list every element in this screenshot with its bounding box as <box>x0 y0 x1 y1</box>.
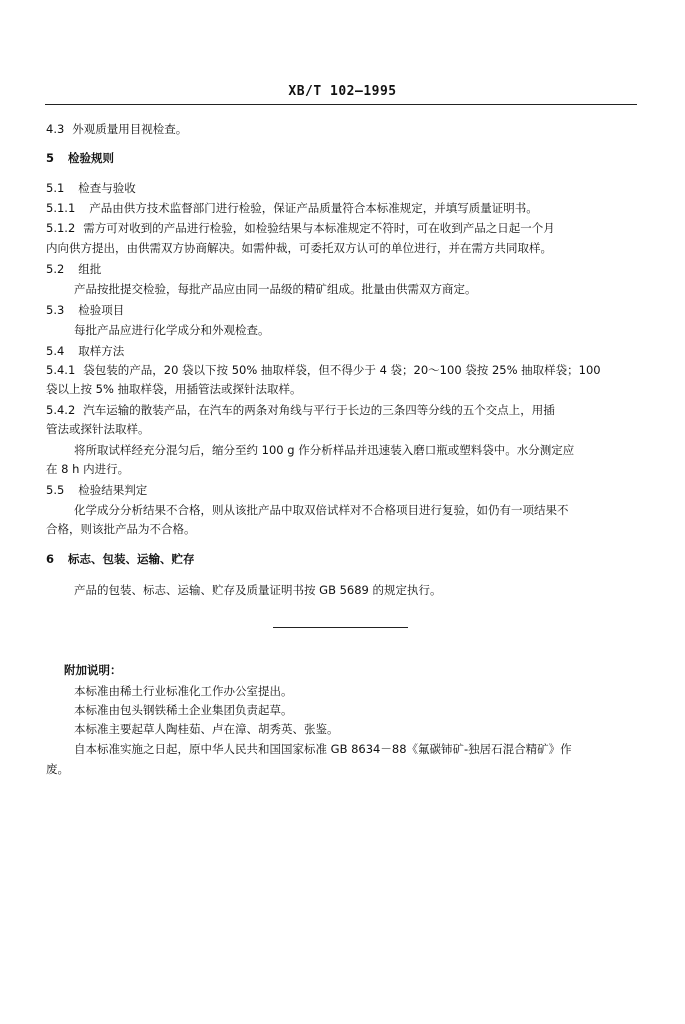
section-text: 产品由供方技术监督部门进行检验，保证产品质量符合本标准规定，并填写质量证明书。 <box>89 201 538 215</box>
section-text: 需方可对收到的产品进行检验，如检验结果与本标准规定不符时，可在收到产品之日起一个月 <box>83 221 555 235</box>
section-5-1-1 <box>46 200 538 216</box>
section-5-1-heading <box>46 180 136 196</box>
section-title: 检验结果判定 <box>78 483 148 497</box>
section-number: 5.5 <box>46 483 65 497</box>
section-4-3 <box>46 121 187 137</box>
section-5-5-heading <box>46 482 147 498</box>
sample-prep-line2: 在 8 h 内进行。 <box>46 462 130 476</box>
section-5-2-heading <box>46 261 101 277</box>
section-text: 袋包装的产品，20 袋以下按 50% 抽取样袋，但不得少于 4 袋；20～100 袋按 25% 抽取样袋；100 <box>83 363 601 377</box>
note-4-line2: 废。 <box>46 762 69 776</box>
section-5-4-2-line1 <box>46 402 555 418</box>
section-number: 5.1.1 <box>46 201 76 215</box>
section-5-4-heading <box>46 343 124 359</box>
section-number: 5.4.1 <box>46 363 76 377</box>
section-text: 外观质量用目视检查。 <box>72 122 188 136</box>
section-5-5-line1: 化学成分分析结果不合格，则从该批产品中取双倍试样对不合格项目进行复验，如仍有一项结果不 <box>74 503 569 517</box>
section-text: 汽车运输的散装产品，在汽车的两条对角线与平行于长边的三条四等分线的五个交点上，用插 <box>83 403 555 417</box>
section-title: 标志、包装、运输、贮存 <box>68 552 195 566</box>
section-5-heading <box>46 150 114 166</box>
note-4-line1: 自本标准实施之日起，原中华人民共和国国家标准 GB 8634－88《氟碳铈矿-独居石混合精矿》作 <box>74 742 572 756</box>
header-rule <box>45 104 637 105</box>
section-number: 5.1 <box>46 181 65 195</box>
section-6-text: 产品的包装、标志、运输、贮存及质量证明书按 GB 5689 的规定执行。 <box>74 583 442 597</box>
section-title: 组批 <box>78 262 102 276</box>
section-number: 6 <box>46 552 55 566</box>
section-number: 4.3 <box>46 122 65 136</box>
section-5-4-1-line2: 袋以上按 5% 抽取样袋，用插管法或探针法取样。 <box>46 382 302 396</box>
section-5-1-2-line1 <box>46 220 555 236</box>
section-5-2-text: 产品按批提交检验，每批产品应由同一品级的精矿组成。批量由供需双方商定。 <box>74 282 477 296</box>
section-5-3-heading <box>46 302 124 318</box>
section-number: 5 <box>46 151 55 165</box>
section-number: 5.4.2 <box>46 403 76 417</box>
section-5-4-2-line2: 管法或探针法取样。 <box>46 422 150 436</box>
notes-title: 附加说明： <box>64 663 122 677</box>
section-5-5-line2: 合格，则该批产品为不合格。 <box>46 522 196 536</box>
section-6-heading <box>46 551 195 567</box>
section-number: 5.1.2 <box>46 221 76 235</box>
section-5-1-2-line2: 内向供方提出，由供需双方协商解决。如需仲裁，可委托双方认可的单位进行，并在需方共同取样。 <box>46 241 552 255</box>
section-title: 检验规则 <box>68 151 115 165</box>
sample-prep-line1: 将所取试样经充分混匀后，缩分至约 100 g 作分析样品并迅速装入磨口瓶或塑料袋中。水分测定应 <box>74 443 575 457</box>
note-3: 本标准主要起草人陶桂茹、卢在漳、胡秀英、张鉴。 <box>74 722 339 736</box>
closing-rule <box>273 627 408 628</box>
section-number: 5.2 <box>46 262 65 276</box>
section-5-3-text: 每批产品应进行化学成分和外观检查。 <box>74 323 270 337</box>
section-title: 检验项目 <box>78 303 125 317</box>
section-number: 5.4 <box>46 344 65 358</box>
header-code: XB/T 102—1995 <box>288 84 397 99</box>
section-number: 5.3 <box>46 303 65 317</box>
note-1: 本标准由稀土行业标准化工作办公室提出。 <box>74 684 293 698</box>
note-2: 本标准由包头钢铁稀土企业集团负责起草。 <box>74 703 293 717</box>
section-5-4-1-line1 <box>46 362 601 378</box>
section-title: 检查与验收 <box>78 181 136 195</box>
section-title: 取样方法 <box>78 344 125 358</box>
